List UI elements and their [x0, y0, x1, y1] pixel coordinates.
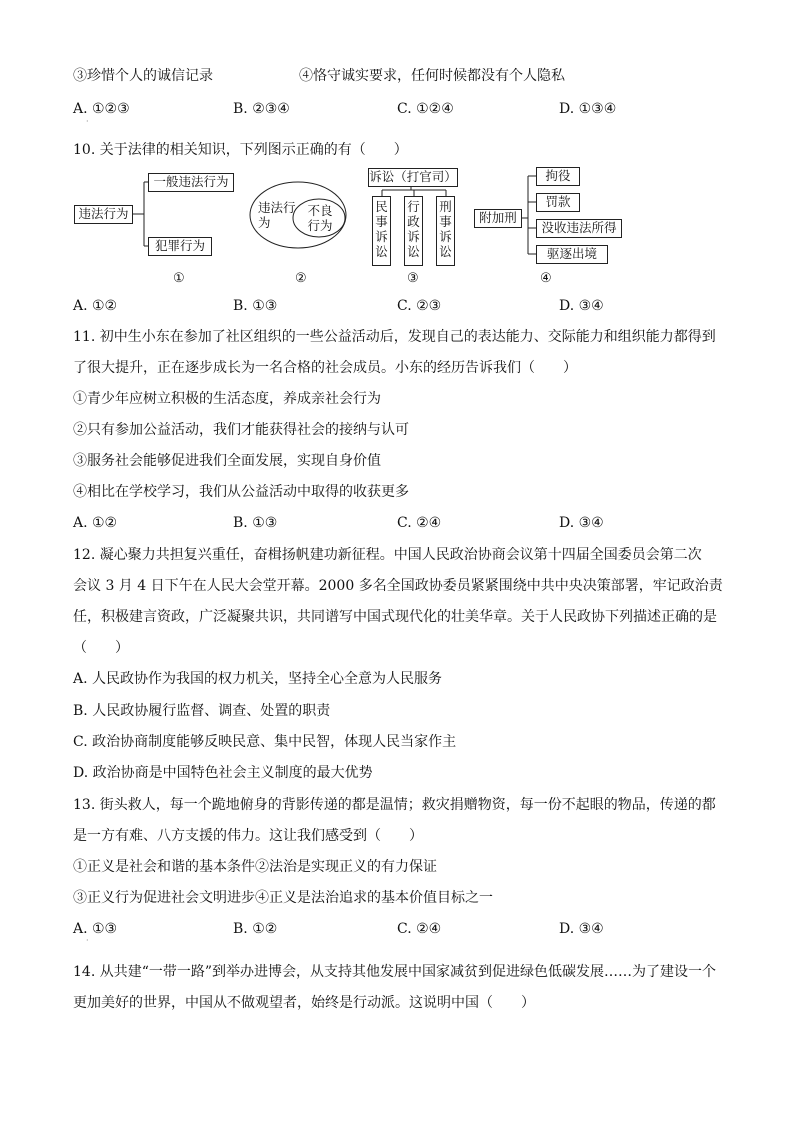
vertical-glyph: 讼: [439, 244, 452, 259]
vertical-glyph: 诉: [439, 229, 452, 244]
q9-option-d[interactable]: D. ①③④: [559, 101, 617, 117]
q9-option-b[interactable]: B. ②③④: [233, 101, 290, 117]
q10-option-b[interactable]: B. ①③: [233, 298, 278, 314]
diagram3-col-criminal: [436, 196, 455, 266]
q11-option-b[interactable]: B. ①③: [233, 515, 278, 531]
q9-option-a[interactable]: A. ①②③: [73, 101, 130, 117]
q12-option-d[interactable]: D. 政治协商是中国特色社会主义制度的最大优势: [73, 765, 373, 781]
q11-item-4: ④相比在学校学习，我们从公益活动中取得的收获更多: [73, 484, 409, 500]
q11-options: [73, 513, 723, 533]
scan-mark: ·: [86, 936, 89, 945]
q11-item-3: ③服务社会能够促进我们全面发展，实现自身价值: [73, 453, 381, 469]
diagram2-inner-label: 不良行为: [307, 203, 333, 233]
diagram1-label: ①: [173, 271, 185, 286]
q13-option-d[interactable]: D. ③④: [559, 921, 604, 937]
diagram4-item-4: 驱逐出境: [536, 245, 608, 264]
scan-mark: ·: [86, 117, 89, 126]
vertical-glyph: 行: [407, 199, 420, 214]
diagram1-main-box: 违法行为: [74, 205, 133, 224]
q13-options: [73, 919, 723, 939]
q11-stem-line-2: 了很大提升，正在逐步成长为一名合格的社会成员。小东的经历告诉我们（ ）: [73, 360, 577, 376]
vertical-glyph: 民: [375, 199, 388, 214]
q13-stem-line-1: 13. 街头救人，每一个跪地俯身的背影传递的都是温情；救灾捐赠物资，每一份不起眼的物品，传递的都: [73, 797, 716, 813]
diagram3-col-admin-text: [405, 199, 422, 259]
q12-stem-line-4: （ ）: [73, 640, 129, 656]
diagram4-item-2: 罚款: [536, 193, 580, 212]
diagram3-col-civil-text: [373, 199, 390, 259]
q9-item-3: ③珍惜个人的诚信记录: [73, 68, 213, 84]
q9-option-c[interactable]: C. ①②④: [397, 101, 454, 117]
q11-item-2: ②只有参加公益活动，我们才能获得社会的接纳与认可: [73, 422, 409, 438]
q10-stem: 10. 关于法律的相关知识，下列图示正确的有（ ）: [73, 142, 408, 158]
q11-option-a[interactable]: A. ①②: [73, 515, 118, 531]
q11-stem-line-1: 11. 初中生小东在参加了社区组织的一些公益活动后，发现自己的表达能力、交际能力和组织能力都得到: [73, 329, 716, 345]
diagram3-top-box: 诉讼（打官司）: [368, 168, 458, 187]
q10-option-d[interactable]: D. ③④: [559, 298, 604, 314]
diagram4-main-box: 附加刑: [474, 209, 522, 228]
diagram3-col-criminal-text: [437, 199, 454, 259]
q13-option-a[interactable]: A. ①③: [73, 921, 118, 937]
diagram3-col-admin: [404, 196, 423, 266]
diagram4-label: ④: [540, 271, 552, 286]
vertical-glyph: 刑: [439, 199, 452, 214]
q12-stem-line-1: 12. 凝心聚力共担复兴重任，奋楫扬帆建功新征程。中国人民政治协商会议第十四届全国委员会第二次: [73, 547, 702, 563]
q11-item-1: ①青少年应树立积极的生活态度，养成亲社会行为: [73, 391, 381, 407]
vertical-glyph: 诉: [375, 229, 388, 244]
diagram3-label: ③: [407, 271, 419, 286]
q11-option-c[interactable]: C. ②④: [397, 515, 442, 531]
diagram3-col-civil: [372, 196, 391, 266]
q12-stem-line-3: 任，积极建言资政，广泛凝聚共识，共同谱写中国式现代化的壮美华章。关于人民政协下列描述正确的是: [73, 609, 717, 625]
q12-stem-line-2: 会议 3 月 4 日下午在人民大会堂开幕。2000 多名全国政协委员紧紧围绕中共中央决策部署，牢记政治责: [73, 578, 723, 594]
q10-option-a[interactable]: A. ①②: [73, 298, 118, 314]
vertical-glyph: 讼: [407, 244, 420, 259]
q10-options: [73, 296, 723, 316]
vertical-glyph: 事: [375, 214, 388, 229]
q10-option-c[interactable]: C. ②③: [397, 298, 442, 314]
q13-option-b[interactable]: B. ①②: [233, 921, 278, 937]
q14-stem-line-2: 更加美好的世界，中国从不做观望者，始终是行动派。这说明中国（ ）: [73, 995, 535, 1011]
q13-option-c[interactable]: C. ②④: [397, 921, 442, 937]
q12-option-a[interactable]: A. 人民政协作为我国的权力机关，坚持全心全意为人民服务: [73, 671, 443, 687]
diagram2-label: ②: [295, 271, 307, 286]
diagram1-top-box: 一般违法行为: [148, 173, 234, 192]
vertical-glyph: 事: [439, 214, 452, 229]
q12-option-c[interactable]: C. 政治协商制度能够反映民意、集中民智，体现人民当家作主: [73, 734, 457, 750]
q9-item-4: ④恪守诚实要求，任何时候都没有个人隐私: [299, 68, 565, 84]
vertical-glyph: 讼: [375, 244, 388, 259]
q14-stem-line-1: 14. 从共建“一带一路”到举办进博会，从支持其他发展中国家减贫到促进绿色低碳发展……为了建设一个: [73, 964, 717, 980]
diagram4-item-1: 拘役: [536, 167, 580, 186]
q13-items-line-1: ①正义是社会和谐的基本条件②法治是实现正义的有力保证: [73, 859, 437, 875]
diagram2-outer-label: 违法行为: [258, 200, 296, 230]
vertical-glyph: 诉: [407, 229, 420, 244]
q13-items-line-2: ③正义行为促进社会文明进步④正义是法治追求的基本价值目标之一: [73, 890, 493, 906]
diagram-connector-lines: [0, 0, 794, 300]
q12-option-b[interactable]: B. 人民政协履行监督、调查、处置的职责: [73, 703, 331, 719]
q11-option-d[interactable]: D. ③④: [559, 515, 604, 531]
vertical-glyph: 政: [407, 214, 420, 229]
q13-stem-line-2: 是一方有难、八方支援的伟力。这让我们感受到（ ）: [73, 828, 423, 844]
diagram4-item-3: 没收违法所得: [536, 219, 622, 238]
diagram1-bottom-box: 犯罪行为: [148, 237, 212, 256]
